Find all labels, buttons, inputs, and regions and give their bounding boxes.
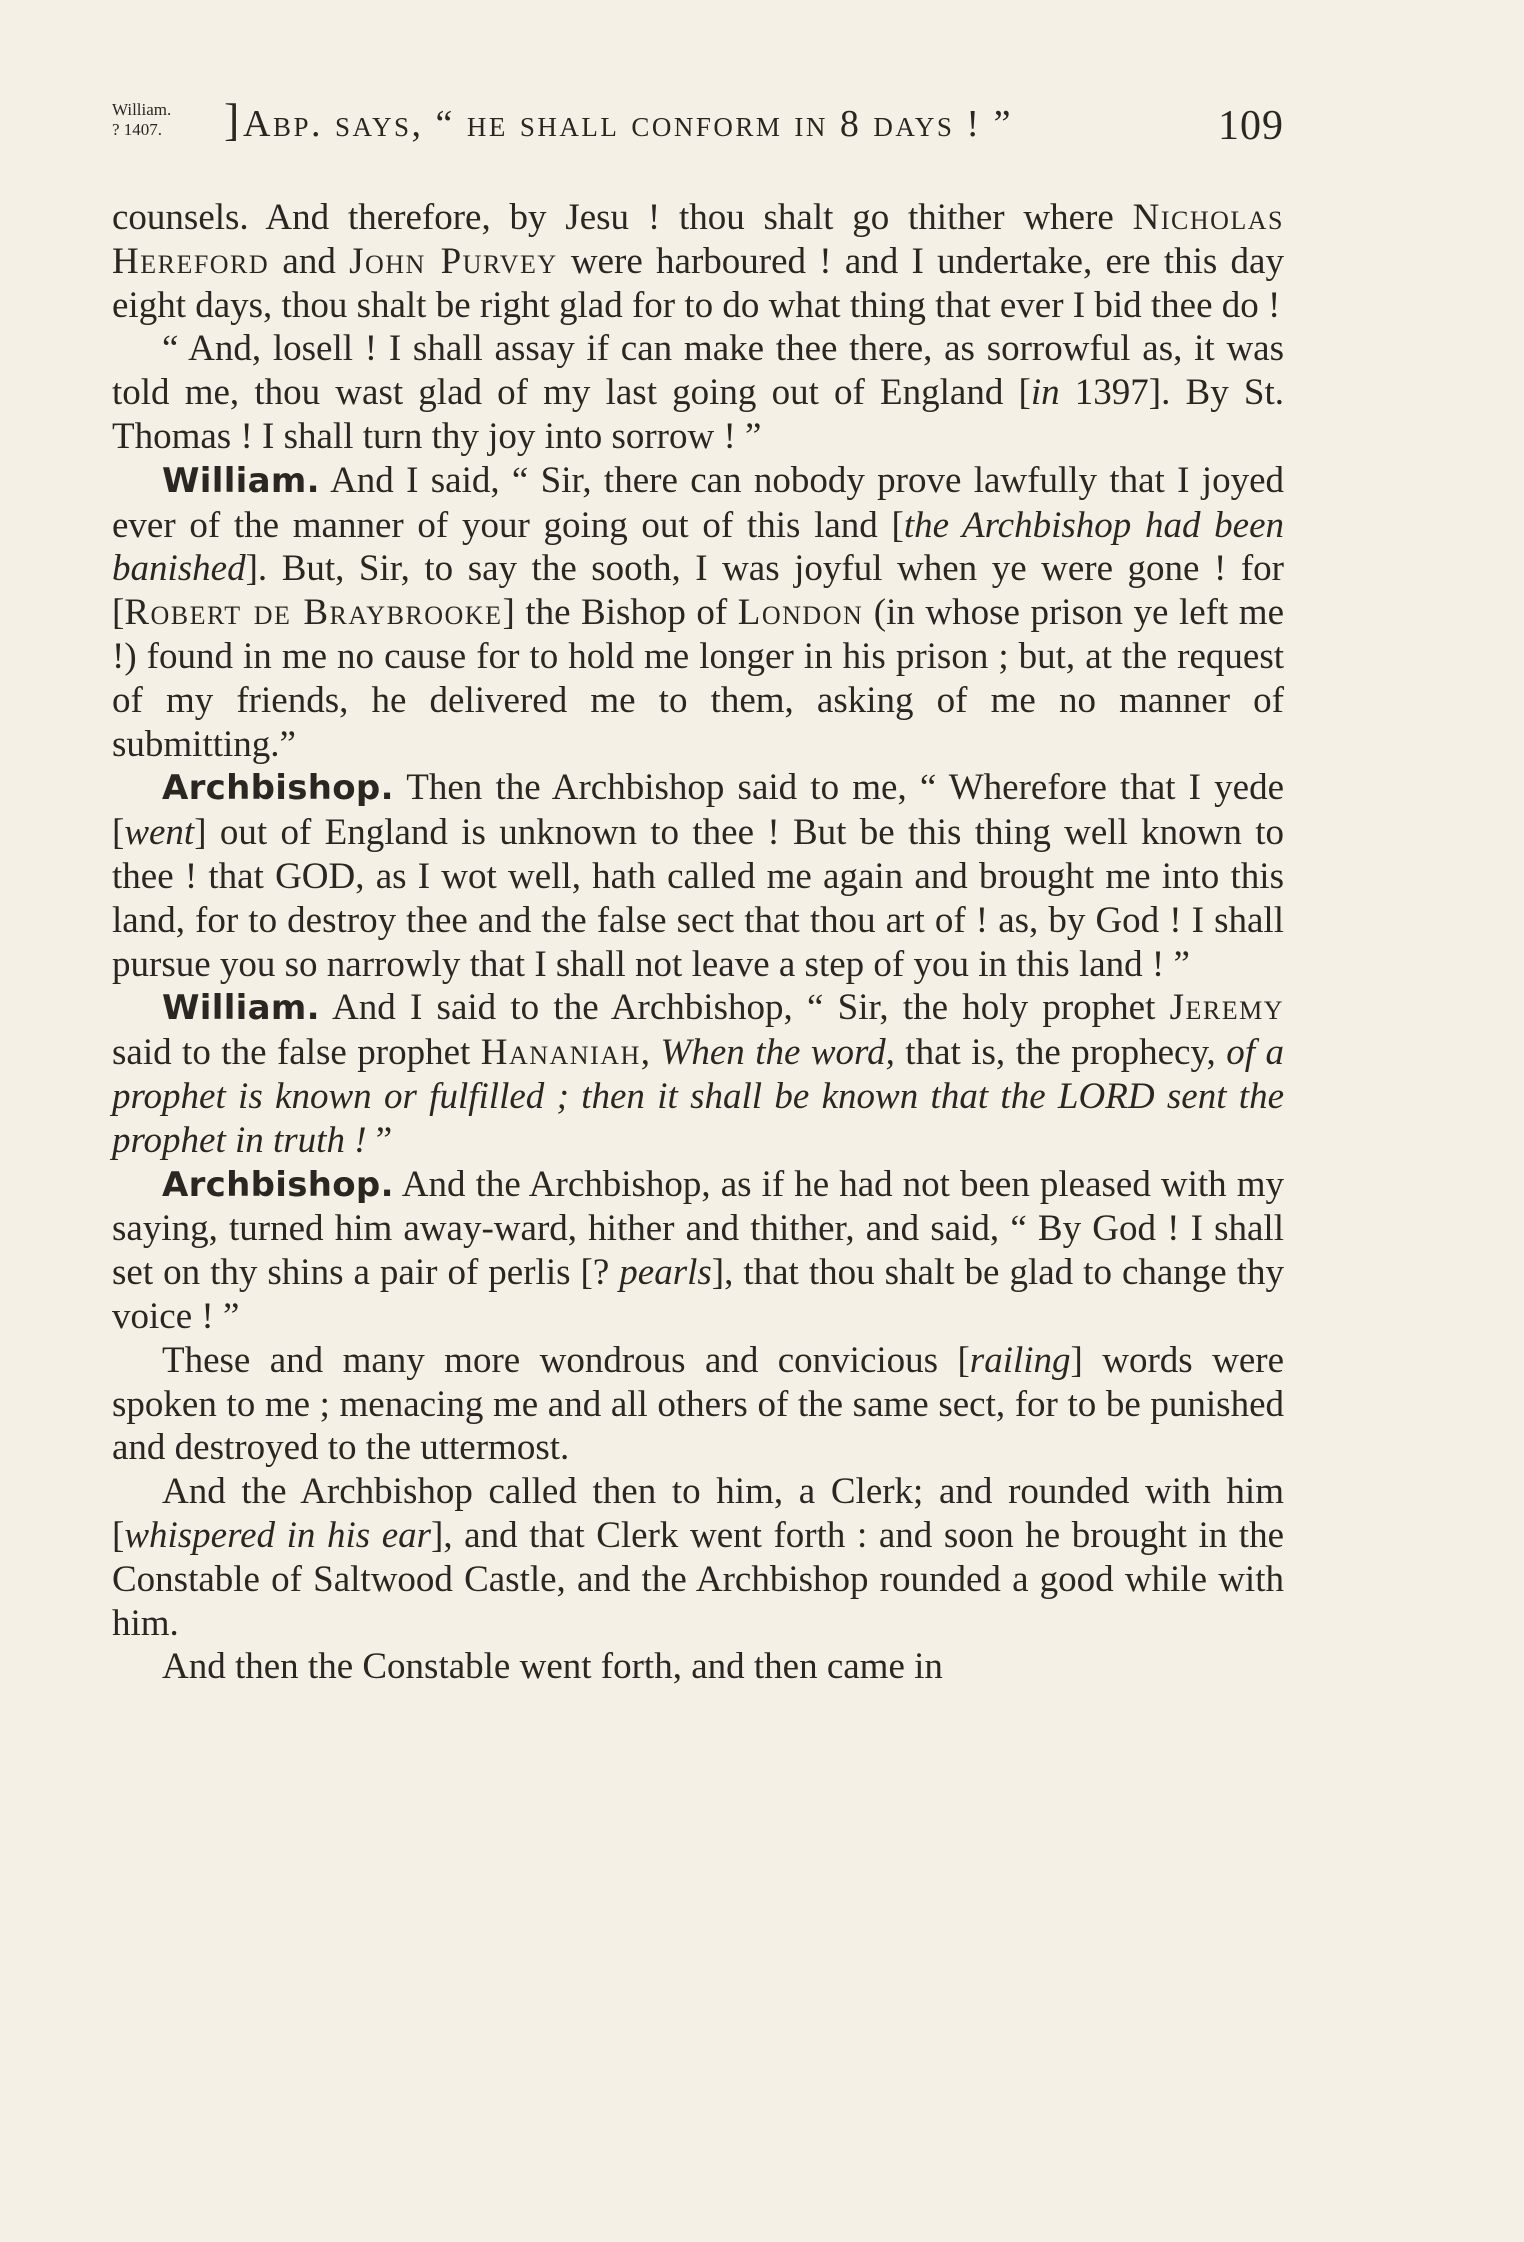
margin-note-date: ? 1407. bbox=[112, 120, 163, 139]
paragraph-1: counsels. And therefore, by Jesu ! thou shalt go thither where Nicholas Hereford and John Purvey were harboured ! and I undertake, ere this day eight days, thou shalt be right glad for to do what thing that ever I bid thee do ! bbox=[112, 197, 1284, 326]
page-number: 109 bbox=[1218, 103, 1284, 149]
editorial-note: went bbox=[124, 812, 195, 854]
person-name: Jeremy bbox=[1169, 987, 1284, 1029]
paragraph-2: “ And, losell ! I shall assay if can make thee there, as sorrowful as, it was told me, thou wast glad of my last going out of England [in 1397]. By St. Thomas ! I shall turn thy joy into sorrow ! ” bbox=[112, 328, 1284, 457]
margin-note-bracket: ] bbox=[224, 94, 240, 145]
paragraph-3: William. And I said, “ Sir, there can nobody prove lawfully that I joyed ever of the manner of your going out of this land [the Archbishop had been banished]. But, Sir, to say the sooth, I was joyful when ye were gone ! for [Robert de Braybrooke] the Bishop of London (in whose prison ye left me !) found in me no cause for to hold me longer in his prison ; but, at the request of my friends, he delivered me to them, asking of me no manner of submitting.” bbox=[112, 459, 1285, 765]
editorial-note: railing bbox=[969, 1339, 1071, 1381]
speaker-label: Archbishop. bbox=[162, 768, 394, 809]
margin-note bbox=[112, 94, 240, 145]
body-text bbox=[112, 196, 1284, 1689]
paragraph-4: Archbishop. Then the Archbishop said to me, “ Wherefore that I yede [went] out of England is unknown to thee ! But be this thing well known to thee ! that GOD, as I wot well, hath called me again and brought me into this land, for to destroy thee and the false sect that thou art of ! as, by God ! I shall pursue you so narrowly that I shall not leave a step of you in this land ! ” bbox=[112, 767, 1284, 985]
speaker-label: Archbishop. bbox=[162, 1164, 394, 1205]
person-name: Nicholas Hereford bbox=[112, 197, 1284, 282]
person-name: Hananiah bbox=[480, 1032, 641, 1074]
quotation: of a prophet is known or fulfilled ; then it shall be known that the LORD sent the prophet in truth ! bbox=[112, 1032, 1285, 1161]
editorial-note: whispered in his ear bbox=[124, 1514, 432, 1556]
editorial-note: the Archbishop had been banished bbox=[112, 504, 1285, 590]
margin-note-name: William. bbox=[112, 100, 172, 119]
person-name: John Purvey bbox=[349, 240, 558, 282]
speaker-label: William. bbox=[162, 460, 320, 501]
editorial-note: pearls bbox=[619, 1252, 712, 1294]
editorial-note: in bbox=[1030, 372, 1060, 414]
paragraph-9: And then the Constable went forth, and then came in bbox=[162, 1646, 943, 1688]
place-name: London bbox=[737, 592, 864, 634]
speaker-label: William. bbox=[162, 988, 320, 1029]
paragraph-6: Archbishop. And the Archbishop, as if he had not been pleased with my saying, turned him away-ward, hither and thither, and said, “ By God ! I shall set on thy shins a pair of perlis [? pearls], that thou shalt be glad to change thy voice ! ” bbox=[112, 1163, 1285, 1337]
quotation: When the word, bbox=[660, 1032, 895, 1074]
paragraph-5: William. And I said to the Archbishop, “ Sir, the holy prophet Jeremy said to the false prophet Hananiah, When the word, that is, the prophecy, of a prophet is known or fulfilled ; then it shall be known that the LORD sent the prophet in truth ! ” bbox=[112, 987, 1285, 1161]
person-name: Robert de Braybrooke bbox=[124, 592, 503, 634]
page-header bbox=[112, 96, 1284, 166]
paragraph-7: These and many more wondrous and convicious [railing] words were spoken to me ; menacing me and all others of the same sect, for to be punished and destroyed to the uttermost. bbox=[112, 1339, 1284, 1469]
paragraph-8: And the Archbishop called then to him, a Clerk; and rounded with him [whispered in his ear], and that Clerk went forth : and soon he brought in the Constable of Saltwood Castle, and the Archbishop rounded a good while with him. bbox=[112, 1471, 1284, 1644]
running-title: Abp. says, “ he shall conform in 8 days ! ” bbox=[243, 103, 1013, 145]
